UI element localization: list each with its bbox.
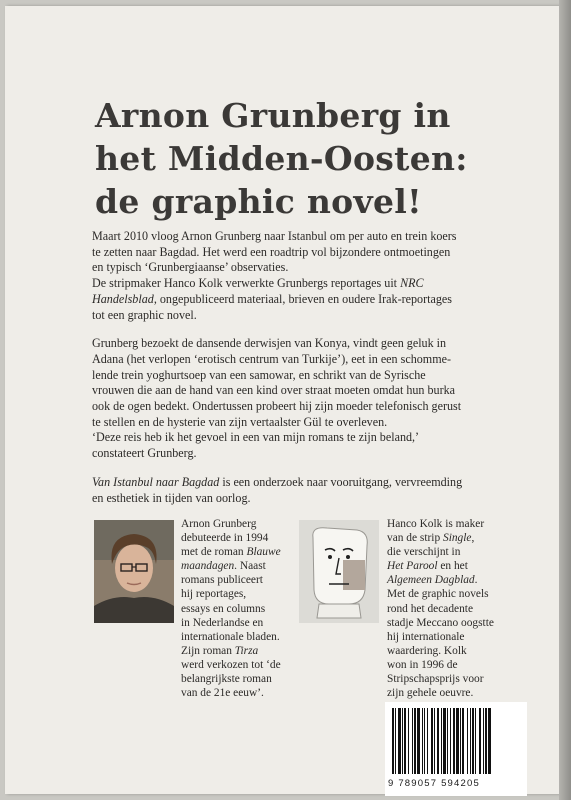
barcode (385, 702, 527, 796)
text-line: romans publiceert (181, 574, 263, 587)
barcode-bar (460, 708, 461, 774)
journey-paragraph (92, 336, 524, 462)
text-line: ook de ogen bedekt. Ondertussen probeert hij zijn moeder telefonisch gerust (92, 399, 462, 414)
text-line (181, 545, 305, 559)
text-line: in Nederlandse en (181, 616, 264, 629)
barcode-bar (414, 708, 416, 774)
text-line: Met de graphic novels (387, 588, 489, 601)
text-segment: . Naast (234, 560, 266, 573)
barcode-bars (390, 708, 522, 776)
barcode-bar (485, 708, 487, 774)
barcode-bar (392, 708, 394, 774)
text-line: constateert Grunberg. (92, 446, 197, 461)
newspaper-title: Het Parool (387, 560, 438, 573)
isbn-number: 9 789057 594205 (388, 778, 480, 789)
text-line (387, 573, 511, 587)
barcode-bar (431, 708, 433, 774)
book-title: Blauwe (246, 546, 281, 559)
text-line: die verschijnt in (387, 546, 461, 559)
text-line: hij reportages, (181, 588, 247, 601)
barcode-bar (462, 708, 464, 774)
barcode-bar (395, 708, 396, 774)
illustrator-bio (387, 517, 511, 700)
text-line: essays en columns (181, 602, 266, 615)
newspaper-title: NRC (400, 276, 424, 291)
text-line: won in 1996 de (387, 658, 458, 671)
text-line (387, 531, 511, 545)
barcode-bar (434, 708, 435, 774)
text-line: van de 21e eeuw’. (181, 687, 264, 700)
barcode-bar (412, 708, 413, 774)
text-line: tot een graphic novel. (92, 307, 197, 322)
text-segment: De stripmaker Hanco Kolk verwerkte Grunbergs reportages uit (92, 276, 401, 291)
text-segment: is een onderzoek naar vooruitgang, vervreemding (219, 474, 463, 489)
text-line (92, 475, 524, 491)
spine-edge (559, 0, 571, 800)
text-line: vrouwen die aan de hand van een kind over straat moeten omdat hun burka (92, 383, 456, 398)
text-segment: Zijn roman (181, 644, 235, 657)
blurb (92, 229, 524, 519)
text-segment: , ongepubliceerd materiaal, brieven en oudere Irak-reportages (153, 291, 452, 306)
text-line: Stripschapsprijs voor (387, 673, 484, 686)
text-segment: , (471, 532, 475, 545)
text-line: lende trein yoghurtsoep van een samowar, en schrikt van de Syrische (92, 367, 426, 382)
illustrator-drawing (299, 520, 379, 623)
text-line: te stellen en de hysterie van zijn vertaalster Gül te overleven. (92, 414, 388, 429)
barcode-bar (456, 708, 459, 774)
barcode-bar (437, 708, 439, 774)
barcode-bar (422, 708, 423, 774)
text-line: debuteerde in 1994 (181, 532, 269, 545)
barcode-bar (443, 708, 446, 774)
barcode-bar (472, 708, 474, 774)
barcode-bar (427, 708, 428, 774)
author-bio (181, 517, 305, 700)
text-line: Adana (het verlopen ‘erotisch centrum van Turkije’), eet in een schomme- (92, 351, 451, 366)
headline (95, 94, 535, 223)
text-line: belangrijkste roman (181, 673, 272, 686)
text-line: stadje Meccano oogstte (387, 616, 494, 629)
barcode-bar (398, 708, 401, 774)
barcode-bar (402, 708, 403, 774)
barcode-bar (483, 708, 484, 774)
text-line: te zetten naar Bagdad. Het werd een roadtrip vol bijzondere ontmoetingen (92, 244, 451, 259)
text-segment: met de roman (181, 546, 247, 559)
text-line (387, 559, 511, 573)
barcode-bar (424, 708, 425, 774)
headline-line: de graphic novel! (95, 182, 422, 221)
book-title: Van Istanbul naar Bagdad (92, 474, 220, 489)
text-line (181, 644, 305, 658)
barcode-bar (417, 708, 420, 774)
headline-line: het Midden-Oosten: (95, 139, 468, 178)
barcode-bar (404, 708, 406, 774)
barcode-bar (453, 708, 455, 774)
comic-title: Single (443, 532, 472, 545)
text-segment: . (474, 574, 478, 587)
headline-line: Arnon Grunberg in (95, 96, 451, 135)
barcode-bar (441, 708, 442, 774)
book-title: Tirza (234, 644, 259, 657)
newspaper-title: Handelsblad (92, 291, 154, 306)
intro-paragraph (92, 229, 524, 323)
text-line: Grunberg bezoekt de dansende derwisjen van Konya, vindt geen geluk in (92, 336, 447, 351)
closing-paragraph (92, 475, 524, 506)
text-line: hij internationale (387, 630, 465, 643)
barcode-bar (408, 708, 409, 774)
text-line: ‘Deze reis heb ik het gevoel in een van mijn romans te zijn beland,’ (92, 430, 420, 445)
text-segment: van de strip (387, 532, 443, 545)
barcode-bar (447, 708, 448, 774)
text-line (92, 292, 524, 308)
text-line: en esthetiek in tijden van oorlog. (92, 490, 251, 505)
book-title: maandagen (181, 560, 235, 573)
text-segment: en het (437, 560, 468, 573)
author-photo (94, 520, 174, 623)
newspaper-title: Algemeen Dagblad (387, 574, 475, 587)
barcode-bar (450, 708, 451, 774)
text-line (181, 559, 305, 573)
text-line: en typisch ‘Grunbergiaanse’ observaties. (92, 260, 289, 275)
text-line: werd verkozen tot ‘de (181, 658, 281, 671)
text-line: Arnon Grunberg (181, 518, 257, 530)
barcode-bar (488, 708, 491, 774)
barcode-bar (475, 708, 476, 774)
barcode-bar (479, 708, 481, 774)
text-line: Maart 2010 vloog Arnon Grunberg naar Istanbul om per auto en trein koers (92, 229, 457, 243)
text-line: internationale bladen. (181, 630, 280, 643)
barcode-bar (470, 708, 471, 774)
text-line: waardering. Kolk (387, 644, 467, 657)
barcode-bar (467, 708, 468, 774)
text-line: rond het decadente (387, 602, 474, 615)
text-line: zijn gehele oeuvre. (387, 687, 474, 700)
text-line (92, 276, 524, 292)
text-line: Hanco Kolk is maker (387, 518, 485, 530)
